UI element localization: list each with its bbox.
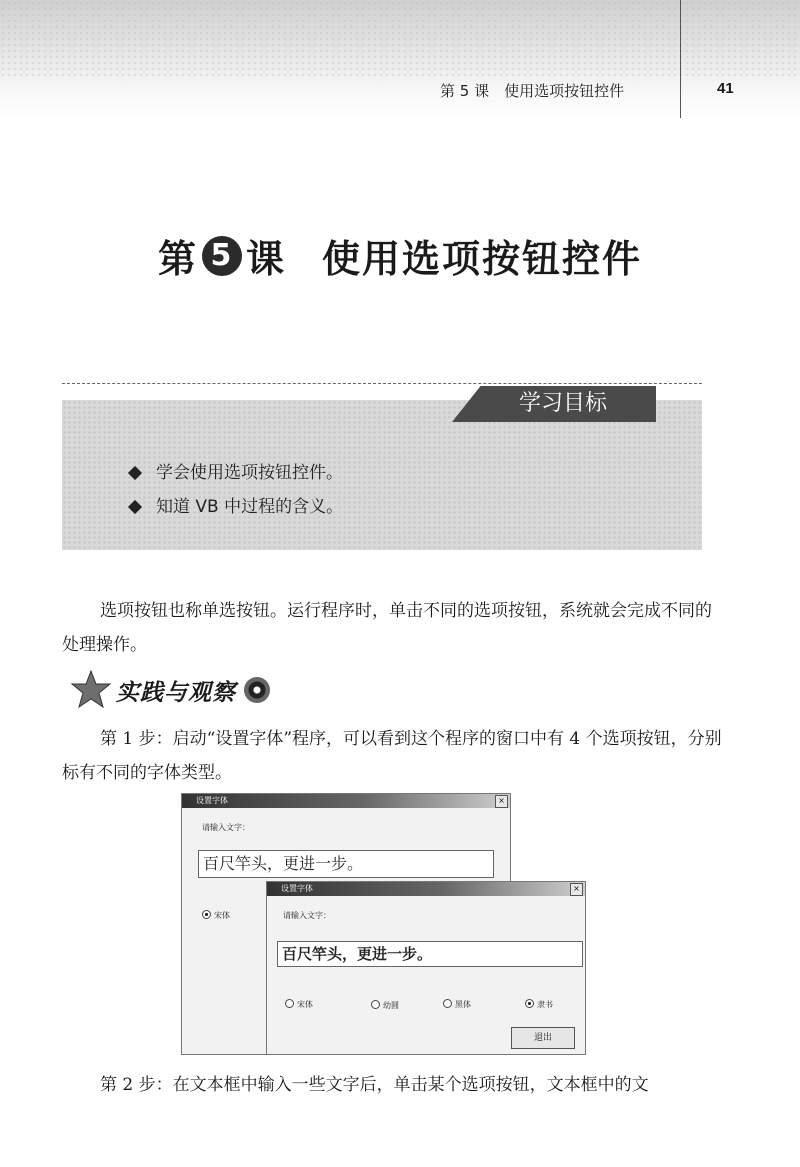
step2-paragraph: 第 2 步：在文本框中输入一些文字后，单击某个选项按钮，文本框中的文: [100, 1075, 649, 1095]
objective-item: 知道 VB 中过程的含义。: [130, 492, 343, 517]
front-window-prompt: 请输入文字：: [283, 911, 331, 920]
front-window-text-input[interactable]: 百尺竿头，更进一步。: [277, 941, 583, 967]
back-window-titlebar: 设置字体 ×: [182, 794, 510, 808]
radio-youyuan[interactable]: 幼圆: [371, 1000, 399, 1011]
page-number: 41: [717, 80, 734, 97]
close-icon[interactable]: ×: [570, 883, 583, 896]
lesson-number-badge: 5: [202, 236, 242, 276]
practice-heading: [70, 668, 270, 712]
exit-button[interactable]: 退出: [511, 1027, 575, 1049]
title-prefix: 第: [157, 236, 198, 281]
back-window-text-input[interactable]: 百尺竿头，更进一步。: [198, 850, 494, 878]
step1-paragraph: 第 1 步：启动“设置字体”程序，可以看到这个程序的窗口中有 4 个选项按钮，分别标有不同的字体类型。: [62, 729, 722, 783]
objectives-heading: 学习目标: [518, 391, 607, 416]
objective-item: 学会使用选项按钮控件。: [130, 458, 343, 483]
practice-heading-text: 实践与观察: [116, 678, 236, 706]
front-window: [266, 881, 586, 1055]
star-icon: [70, 669, 112, 711]
close-icon[interactable]: ×: [495, 795, 508, 808]
header-divider: [680, 0, 681, 118]
disc-icon: [244, 677, 270, 703]
radio-songti[interactable]: 宋体: [285, 999, 313, 1010]
back-window-prompt: 请输入文字：: [202, 823, 250, 832]
radio-lishu[interactable]: 隶书: [525, 999, 553, 1010]
title-name: 使用选项按钮控件: [322, 236, 643, 281]
intro-paragraph: 选项按钮也称单选按钮。运行程序时，单击不同的选项按钮，系统就会完成不同的处理操作。: [62, 601, 712, 655]
front-window-titlebar: 设置字体 ×: [267, 882, 585, 896]
objectives-divider: [62, 383, 702, 384]
radio-heiti[interactable]: 黑体: [443, 999, 471, 1010]
back-window-radio[interactable]: 宋体: [202, 910, 230, 921]
diamond-bullet-icon: [128, 466, 142, 480]
lesson-title: [0, 228, 800, 283]
diamond-bullet-icon: [128, 500, 142, 514]
running-header-lesson: 第 5 课 使用选项按钮控件: [440, 82, 625, 100]
title-suffix: 课: [245, 236, 286, 281]
